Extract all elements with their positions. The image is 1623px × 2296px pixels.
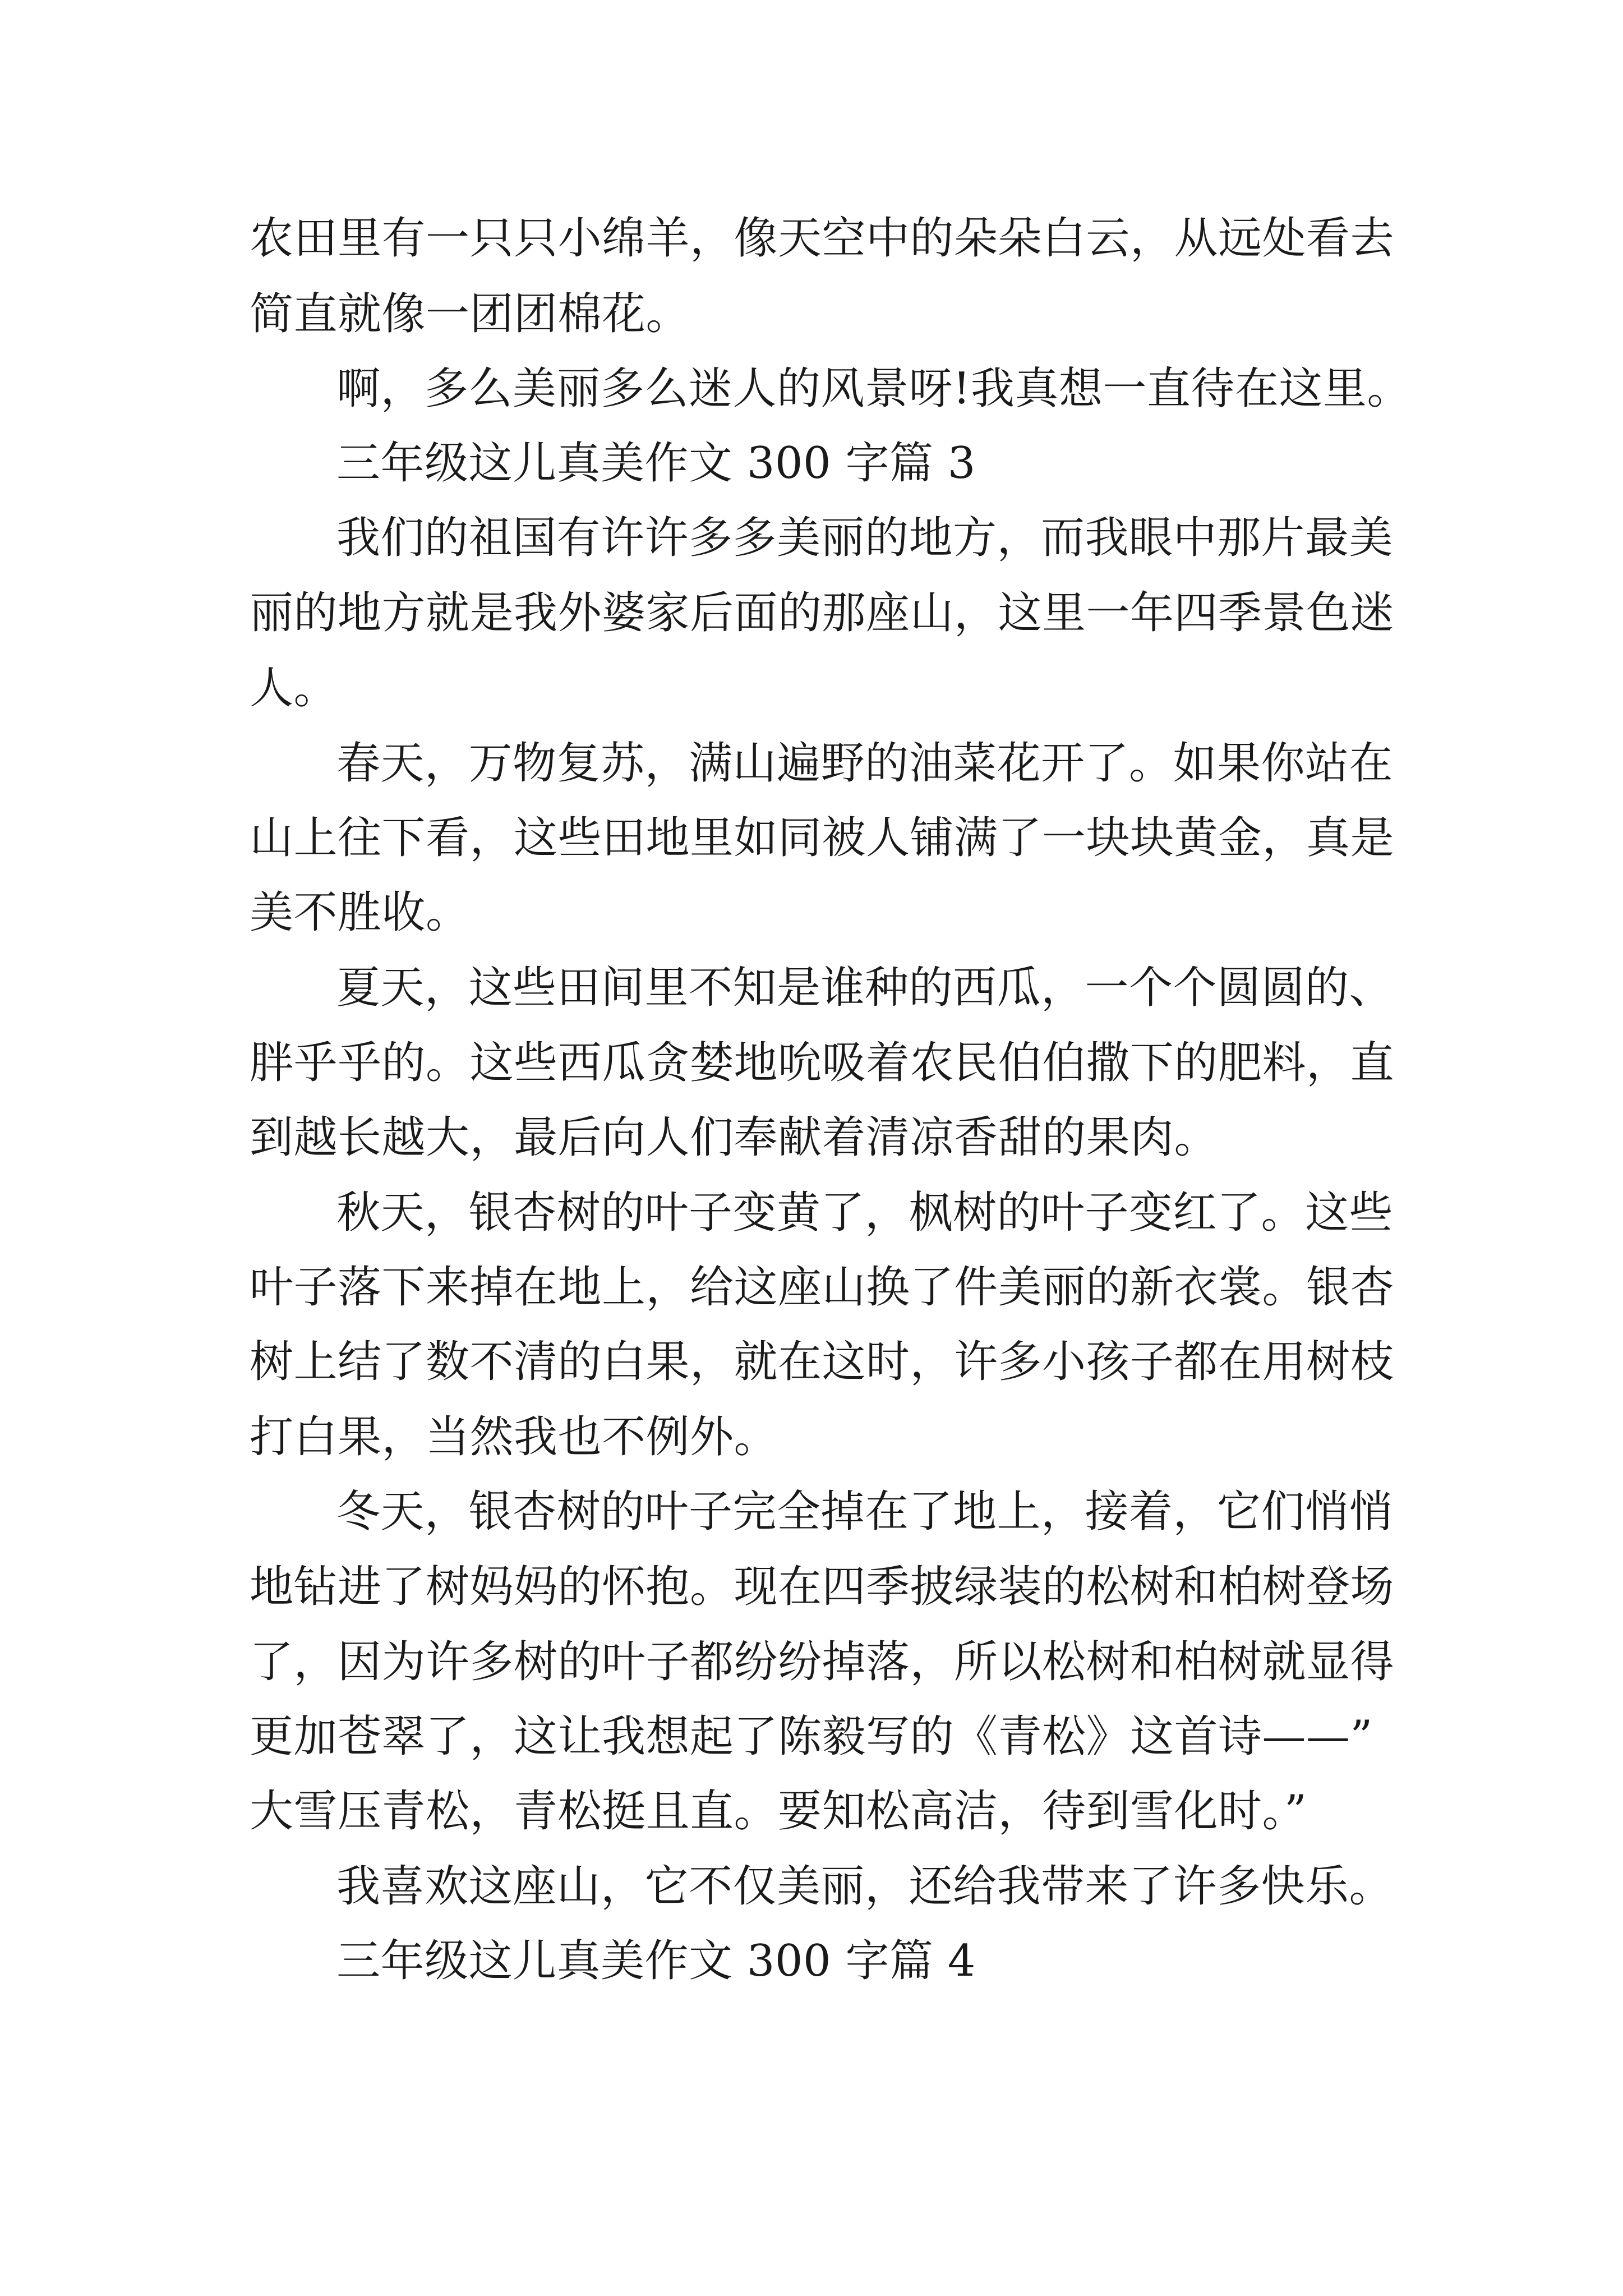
paragraph-line: 秋天，银杏树的叶子变黄了，枫树的叶子变红了。这些 [336,1188,1394,1238]
paragraph-line: 农田里有一只只小绵羊，像天空中的朵朵白云，从远处看去 [250,213,1395,264]
paragraph-line: 叶子落下来掉在地上，给这座山换了件美丽的新衣裳。银杏 [250,1262,1395,1313]
paragraph-line: 胖乎乎的。这些西瓜贪婪地吮吸着农民伯伯撒下的肥料，直 [250,1038,1395,1088]
paragraph-line: 丽的地方就是我外婆家后面的那座山，这里一年四季景色迷 [250,588,1395,638]
paragraph-line: 到越长越大，最后向人们奉献着清凉香甜的果肉。 [250,1112,1219,1163]
paragraph-line: 地钻进了树妈妈的怀抱。现在四季披绿装的松树和柏树登场 [250,1562,1395,1612]
paragraph-line: 人。 [250,663,338,714]
paragraph-line: 打白果，当然我也不例外。 [250,1412,778,1462]
paragraph-line: 我喜欢这座山，它不仅美丽，还给我带来了许多快乐。 [336,1861,1394,1912]
paragraph-line: 美不胜收。 [250,887,470,938]
paragraph-line: 更加苍翠了，这让我想起了陈毅写的《青松》这首诗——” [250,1711,1373,1762]
paragraph-line: 山上往下看，这些田地里如同被人铺满了一块块黄金，真是 [250,813,1395,863]
paragraph-line: 大雪压青松，青松挺且直。要知松高洁，待到雪化时。” [250,1786,1307,1837]
paragraph-line: 我们的祖国有许许多多美丽的地方，而我眼中那片最美 [336,513,1394,563]
paragraph-line: 简直就像一团团棉花。 [250,289,690,339]
paragraph-line: 春天，万物复苏，满山遍野的油菜花开了。如果你站在 [336,738,1394,789]
paragraph-line: 啊，多么美丽多么迷人的风景呀!我真想一直待在这里。 [336,364,1411,414]
section-heading: 三年级这儿真美作文 300 字篇 4 [336,1936,976,1986]
paragraph-line: 夏天，这些田间里不知是谁种的西瓜，一个个圆圆的、 [336,963,1394,1013]
paragraph-line: 树上结了数不清的白果，就在这时，许多小孩子都在用树枝 [250,1337,1395,1387]
paragraph-line: 冬天，银杏树的叶子完全掉在了地上，接着，它们悄悄 [336,1487,1394,1537]
paragraph-line: 了，因为许多树的叶子都纷纷掉落，所以松树和柏树就显得 [250,1637,1395,1687]
section-heading: 三年级这儿真美作文 300 字篇 3 [336,438,976,489]
